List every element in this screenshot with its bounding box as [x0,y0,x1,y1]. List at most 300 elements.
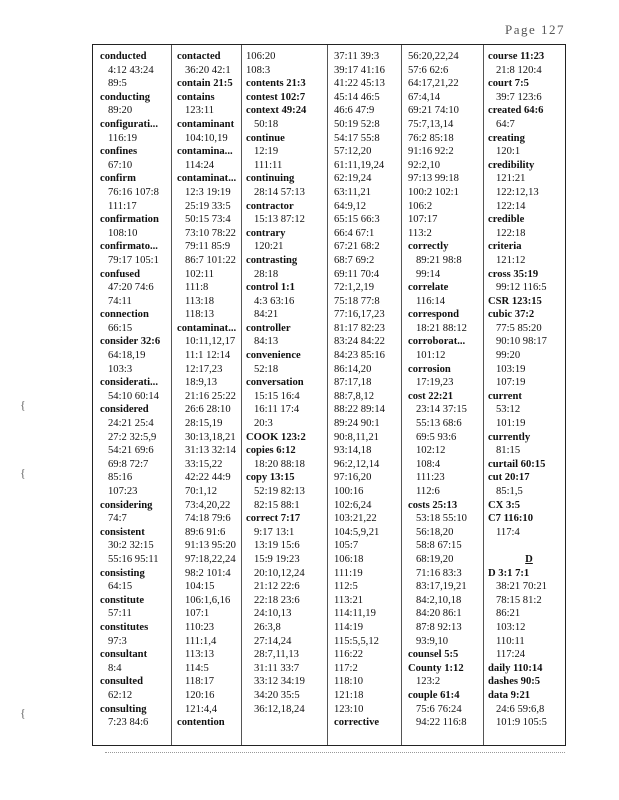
index-page-refs: 88:22 89:14 [334,404,385,416]
index-term: consistent [100,526,145,538]
index-page-refs: 30:13,18,21 [185,431,236,443]
index-page-refs: 7:23 84:6 [108,717,149,729]
index-page-refs: 90:10 98:17 [496,336,547,348]
index-page-refs: 118:10 [334,676,364,688]
index-page-refs: 106:1,6,16 [185,594,231,606]
index-term: contain 21:5 [177,78,233,90]
index-term: cubic 37:2 [488,309,535,321]
index-page-refs: 27:2 32:5,9 [108,431,157,443]
index-page-refs: 114:5 [185,662,209,674]
index-page-refs: 78:15 81:2 [496,594,542,606]
index-page-refs: 4:3 63:16 [254,295,295,307]
index-page-refs: 89:5 [108,78,127,90]
index-term: corrective [334,717,380,729]
index-page-refs: 101:12 [416,350,446,362]
index-page-refs: 83:24 84:22 [334,336,385,348]
index-page-refs: 106:18 [334,553,364,565]
index-page-refs: 22:18 23:6 [254,594,300,606]
index-page-refs: 15:9 19:23 [254,553,300,565]
index-page-refs: 108:3 [246,64,271,76]
index-page-refs: 108:4 [416,458,441,470]
index-page-refs: 8:4 [108,662,122,674]
index-term: contacted [177,51,221,62]
index-page-refs: 75:7,13,14 [408,118,454,130]
index-page-refs: 63:11,21 [334,186,371,198]
index-page-refs: 73:10 78:22 [185,227,236,239]
index-page-refs: 103:21,22 [334,513,377,525]
index-page-refs: 31:11 33:7 [254,662,300,674]
index-page-refs: 27:14,24 [254,635,292,647]
index-page-refs: 52:18 [254,363,279,375]
index-term: constitute [100,594,145,606]
index-column-2 [171,45,247,745]
index-page-refs: 74:7 [108,513,127,525]
index-page-refs: 30:2 32:15 [108,540,154,552]
index-page-refs: 101:19 [496,418,526,430]
index-page-refs: 68:19,20 [416,553,454,565]
index-page-refs: 113:13 [185,649,215,661]
index-page-refs: 106:20 [246,51,276,62]
index-page-refs: 64:7 [496,118,515,130]
index-page-refs: 97:13 99:18 [408,173,459,185]
index-page-refs: 89:6 91:6 [185,526,226,538]
index-page-refs: 72:1,2,19 [334,282,375,294]
index-term: court 7:5 [488,78,529,90]
index-page-refs: 84:21 [254,309,279,321]
index-term: contest 102:7 [246,91,306,103]
index-page-refs: 116:22 [334,649,364,661]
index-term: context 49:24 [246,105,307,117]
index-page-refs: 116:14 [416,295,446,307]
index-page-refs: 54:10 60:14 [108,390,159,402]
index-column-6 [483,45,570,745]
index-page-refs: 77:16,17,23 [334,309,385,321]
index-page-refs: 45:14 46:5 [334,91,380,103]
index-page-refs: 67:4,14 [408,91,441,103]
index-page-refs: 102:12 [416,445,446,457]
index-page-refs: 64:18,19 [108,350,146,362]
index-term: consultant [100,649,148,661]
index-page-refs: 111:17 [108,200,137,212]
index-page-refs: 53:12 [496,404,521,416]
index-page-refs: 103:3 [108,363,133,375]
index-term: County 1:12 [408,662,464,674]
index-page-refs: 26:3,8 [254,621,281,633]
index-page-refs: 74:18 79:6 [185,513,231,525]
index-page-refs: 97:18,22,24 [185,553,236,565]
index-page-refs: 55:13 68:6 [416,418,462,430]
index-page-refs: 83:17,19,21 [416,581,467,593]
index-page-refs: 121:12 [496,254,526,266]
index-page-refs: 24:21 25:4 [108,418,154,430]
index-term: connection [100,309,149,321]
index-term: conducting [100,91,151,103]
index-term: consulting [100,703,147,715]
index-page-refs: 28:14 57:13 [254,186,305,198]
index-term: daily 110:14 [488,662,543,674]
index-page-refs: 76:16 107:8 [108,186,159,198]
index-page-refs: 23:14 37:15 [416,404,467,416]
index-page-refs: 114:24 [185,159,215,171]
index-page-refs: 114:19 [334,621,364,633]
index-term: C7 116:10 [488,513,534,525]
index-term: confirm [100,173,136,185]
index-page-refs: 122:14 [496,200,526,212]
index-page-refs: 111:23 [416,472,445,484]
index-page-refs: 20:10,12,24 [254,567,305,579]
index-page-refs: 113:18 [185,295,215,307]
index-page-refs: 106:2 [408,200,433,212]
index-page-refs: 66:15 [108,322,133,334]
index-term: correct 7:17 [246,513,301,525]
index-page-refs: 67:10 [108,159,133,171]
index-page-refs: 10:11,12,17 [185,336,236,348]
index-term: contaminant [177,118,235,130]
index-page-refs: 120:16 [185,689,215,701]
index-page-refs: 56:20,22,24 [408,51,459,62]
index-page-refs: 93:9,10 [416,635,449,647]
index-column-5 [401,45,490,745]
index-page-refs: 25:19 33:5 [185,200,231,212]
index-page-refs: 73:4,20,22 [185,499,231,511]
index-term: considering [100,499,153,511]
index-term: contents 21:3 [246,78,306,90]
index-page-refs: 123:2 [416,676,441,688]
index-page-refs: 85:16 [108,472,133,484]
index-page-refs: 28:7,11,13 [254,649,299,661]
index-term: correspond [408,309,460,321]
index-page-refs: 69:5 93:6 [416,431,457,443]
index-page-refs: 41:22 45:13 [334,78,385,90]
index-page-refs: 84:2,10,18 [416,594,462,606]
index-page-refs: 75:18 77:8 [334,295,380,307]
index-term: consider 32:6 [100,336,161,348]
index-page-refs: 87:17,18 [334,377,372,389]
index-page-refs: 97:16,20 [334,472,372,484]
index-page-refs: 47:20 74:6 [108,282,154,294]
index-page-refs: 99:12 116:5 [496,282,547,294]
index-page-refs: 74:11 [108,295,132,307]
index-page-refs: 110:11 [496,635,525,647]
index-term: continue [246,132,285,144]
index-page-refs: 13:19 15:6 [254,540,300,552]
index-page-refs: 36:20 42:1 [185,64,231,76]
index-page-refs: 104:15 [185,581,215,593]
index-page-refs: 110:23 [185,621,215,633]
index-page-refs: 123:11 [185,105,215,117]
index-term: copy 13:15 [246,472,295,484]
index-page-refs: 36:12,18,24 [254,703,305,715]
index-page-refs: 89:24 90:1 [334,418,380,430]
index-term: dashes 90:5 [488,676,541,688]
index-term: contaminat... [177,322,237,334]
index-page-refs: 113:21 [334,594,364,606]
index-page-refs: 98:2 101:4 [185,567,231,579]
index-term: consulted [100,676,143,688]
index-term: confirmation [100,214,159,226]
index-term: counsel 5:5 [408,649,459,661]
index-page-refs: 33:12 34:19 [254,676,305,688]
index-term: COOK 123:2 [246,431,306,443]
index-page-refs: 16:11 17:4 [254,404,300,416]
index-page-refs: 37:11 39:3 [334,51,380,62]
index-term: continuing [246,173,295,185]
index-page-refs: 58:8 67:15 [416,540,462,552]
index-page-refs: 12:19 [254,146,279,158]
index-page-refs: 117:2 [334,662,358,674]
index-page-refs: 120:1 [496,146,521,158]
index-term: curtail 60:15 [488,458,546,470]
index-term: contrary [246,227,286,239]
index-page-refs: 11:1 12:14 [185,350,231,362]
index-page-refs: 84:20 86:1 [416,608,462,620]
index-term: correctly [408,241,449,253]
index-page-refs: 104:5,9,21 [334,526,380,538]
index-page-refs: 50:18 [254,118,279,130]
index-page-refs: 108:10 [108,227,138,239]
index-page-refs: 99:20 [496,350,521,362]
index-page-refs: 9:17 13:1 [254,526,295,538]
index-page-refs: 107:1 [185,608,210,620]
index-page-refs: 39:7 123:6 [496,91,542,103]
index-page-refs: 118:13 [185,309,215,321]
index-term: costs 25:13 [408,499,458,511]
index-page-refs: 71:16 83:3 [416,567,462,579]
index-term: confirmato... [100,241,158,253]
index-page-refs: 79:11 85:9 [185,241,231,253]
index-term: control 1:1 [246,282,295,294]
index-page-refs: 100:2 102:1 [408,186,459,198]
index-page-refs: 52:19 82:13 [254,486,305,497]
index-page-refs: 89:21 98:8 [416,254,462,266]
index-page-refs: 122:12,13 [496,186,539,198]
index-page-refs: 88:7,8,12 [334,390,375,402]
index-page-refs: 111:11 [254,159,283,171]
index-page-refs: 24:10,13 [254,608,292,620]
index-page-refs: 21:16 25:22 [185,390,236,402]
index-page-refs: 85:1,5 [496,486,523,497]
index-page-refs: 54:21 69:6 [108,445,154,457]
index-page-refs: 84:13 [254,336,279,348]
index-page-refs: 102:6,24 [334,499,372,511]
index-term: cost 22:21 [408,390,454,402]
index-page-refs: 77:5 85:20 [496,322,542,334]
index-page-refs: 50:15 73:4 [185,214,231,226]
index-page-refs: 39:17 41:16 [334,64,385,76]
index-page-refs: 21:8 120:4 [496,64,542,76]
index-term: course 11:23 [488,51,545,62]
word-index-table [92,44,566,746]
index-page-refs: 69:8 72:7 [108,458,149,470]
index-page-refs: 107:23 [108,486,138,497]
index-page-refs: 101:9 105:5 [496,717,547,729]
index-page-refs: 96:2,12,14 [334,458,380,470]
index-term: current [488,390,522,402]
index-term: contention [177,717,225,729]
index-term: correlate [408,282,449,294]
index-page-refs: 69:11 70:4 [334,268,380,280]
index-page-refs: 55:16 95:11 [108,553,159,565]
index-term: cut 20:17 [488,472,530,484]
index-term: data 9:21 [488,689,531,701]
index-page-refs: 120:21 [254,241,284,253]
index-page-refs: 28:15,19 [185,418,223,430]
index-page-refs: 61:11,19,24 [334,159,385,171]
index-page-refs: 111:19 [334,567,363,579]
index-page-refs: 33:15,22 [185,458,223,470]
index-page-refs: 12:3 19:19 [185,186,231,198]
index-page-refs: 79:17 105:1 [108,254,159,266]
index-page-refs: 117:24 [496,649,526,661]
index-page-refs: 82:15 88:1 [254,499,300,511]
index-page-refs: 76:2 85:18 [408,132,454,144]
index-term: convenience [246,350,301,362]
index-term: considerati... [100,377,158,389]
index-page-refs: 91:13 95:20 [185,540,236,552]
index-page-refs: 56:18,20 [416,526,454,538]
index-page-refs: 93:14,18 [334,445,372,457]
index-page-refs: 97:3 [108,635,127,647]
index-column-1 [93,45,178,745]
index-page-refs: 123:10 [334,703,364,715]
index-term: contractor [246,200,294,212]
index-page-refs: 46:6 47:9 [334,105,375,117]
index-page-refs: 121:18 [334,689,364,701]
index-page-refs: 65:15 66:3 [334,214,380,226]
margin-mark: { [20,466,26,480]
index-term: criteria [488,241,522,253]
index-page-refs: 62:12 [108,689,133,701]
index-page-refs: 4:12 43:24 [108,64,154,76]
index-page-refs: 112:6 [416,486,440,497]
index-term: contains [177,91,215,103]
index-page-refs: 53:18 55:10 [416,513,467,525]
index-page-refs: 112:5 [334,581,358,593]
index-term: D 3:1 7:1 [488,567,530,579]
index-term: confines [100,146,138,158]
index-page-refs: 111:1,4 [185,635,217,647]
index-page-refs: 62:19,24 [334,173,372,185]
index-page-refs: 102:11 [185,268,215,280]
index-page-refs: 66:4 67:1 [334,227,375,239]
index-term: credible [488,214,525,226]
index-page-refs: 34:20 35:5 [254,689,300,701]
index-page-refs: 113:2 [408,227,432,239]
index-page-refs: 57:6 62:6 [408,64,449,76]
index-page-refs: 86:7 101:22 [185,254,236,266]
index-page-refs: 89:20 [108,105,133,117]
blank-line [488,539,570,553]
index-term: cross 35:19 [488,268,539,280]
index-page-refs: 18:20 88:18 [254,458,305,470]
index-page-refs: 84:23 85:16 [334,350,385,362]
index-page-refs: 15:13 87:12 [254,214,305,226]
index-term: corrosion [408,363,451,375]
index-page-refs: 91:16 92:2 [408,146,454,158]
index-term: created 64:6 [488,105,544,117]
index-page-refs: 50:19 52:8 [334,118,380,130]
index-term: configurati... [100,118,158,130]
margin-mark: { [20,398,26,412]
index-term: CSR 123:15 [488,295,542,307]
index-page-refs: 75:6 76:24 [416,703,462,715]
index-page-refs: 92:2,10 [408,159,441,171]
index-page-refs: 81:17 82:23 [334,322,385,334]
index-term: CX 3:5 [488,499,521,511]
index-page-refs: 64:17,21,22 [408,78,459,90]
index-column-3 [241,45,332,745]
index-page-refs: 100:16 [334,486,364,497]
index-page-refs: 94:22 116:8 [416,717,467,729]
index-section-letter: D [525,553,533,565]
index-term: couple 61:4 [408,689,460,701]
index-page-refs: 122:18 [496,227,526,239]
index-page-refs: 118:17 [185,676,215,688]
index-page-refs: 117:4 [496,526,520,538]
index-page-refs: 121:4,4 [185,703,218,715]
index-page-refs: 69:21 74:10 [408,105,459,117]
index-page-refs: 57:12,20 [334,146,372,158]
index-column-4 [327,45,408,745]
index-page-refs: 12:17,23 [185,363,223,375]
index-page-refs: 68:7 69:2 [334,254,375,266]
index-page-refs: 26:6 28:10 [185,404,231,416]
index-page-refs: 114:11,19 [334,608,376,620]
index-page-refs: 38:21 70:21 [496,581,547,593]
index-term: contaminat... [177,173,237,185]
index-page-refs: 86:14,20 [334,363,372,375]
index-term: considered [100,404,149,416]
index-term: confused [100,268,141,280]
index-page-refs: 103:19 [496,363,526,375]
page-number: Page 127 [504,22,565,37]
index-term: contamina... [177,146,233,158]
index-term: conducted [100,51,147,62]
index-term: currently [488,431,531,443]
index-term: constitutes [100,621,149,633]
index-page-refs: 103:12 [496,621,526,633]
index-page-refs: 57:11 [108,608,132,620]
bottom-rule [105,752,565,753]
index-term: consisting [100,567,145,579]
index-term: copies 6:12 [246,445,296,457]
index-page-refs: 105:7 [334,540,359,552]
index-page-refs: 121:21 [496,173,526,185]
index-page-refs: 111:8 [185,282,209,294]
index-page-refs: 18:9,13 [185,377,218,389]
index-page-refs: 21:12 22:6 [254,581,300,593]
index-page-refs: 67:21 68:2 [334,241,380,253]
index-term: controller [246,322,291,334]
index-page-refs: 24:6 59:6,8 [496,703,545,715]
index-page-refs: 15:15 16:4 [254,390,300,402]
index-page-refs: 42:22 44:9 [185,472,231,484]
index-page-refs: 17:19,23 [416,377,454,389]
index-page-refs: 64:9,12 [334,200,367,212]
index-page-refs: 20:3 [254,418,273,430]
index-term: credibility [488,159,535,171]
index-page-refs: 90:8,11,21 [334,431,379,443]
index-page-refs: 115:5,5,12 [334,635,379,647]
index-term: creating [488,132,525,144]
index-page-refs: 107:19 [496,377,526,389]
index-page-refs: 81:15 [496,445,521,457]
index-term: conversation [246,377,304,389]
index-page-refs: 104:10,19 [185,132,228,144]
index-page-refs: 107:17 [408,214,438,226]
index-page-refs: 28:18 [254,268,279,280]
index-page-refs: 116:19 [108,132,138,144]
